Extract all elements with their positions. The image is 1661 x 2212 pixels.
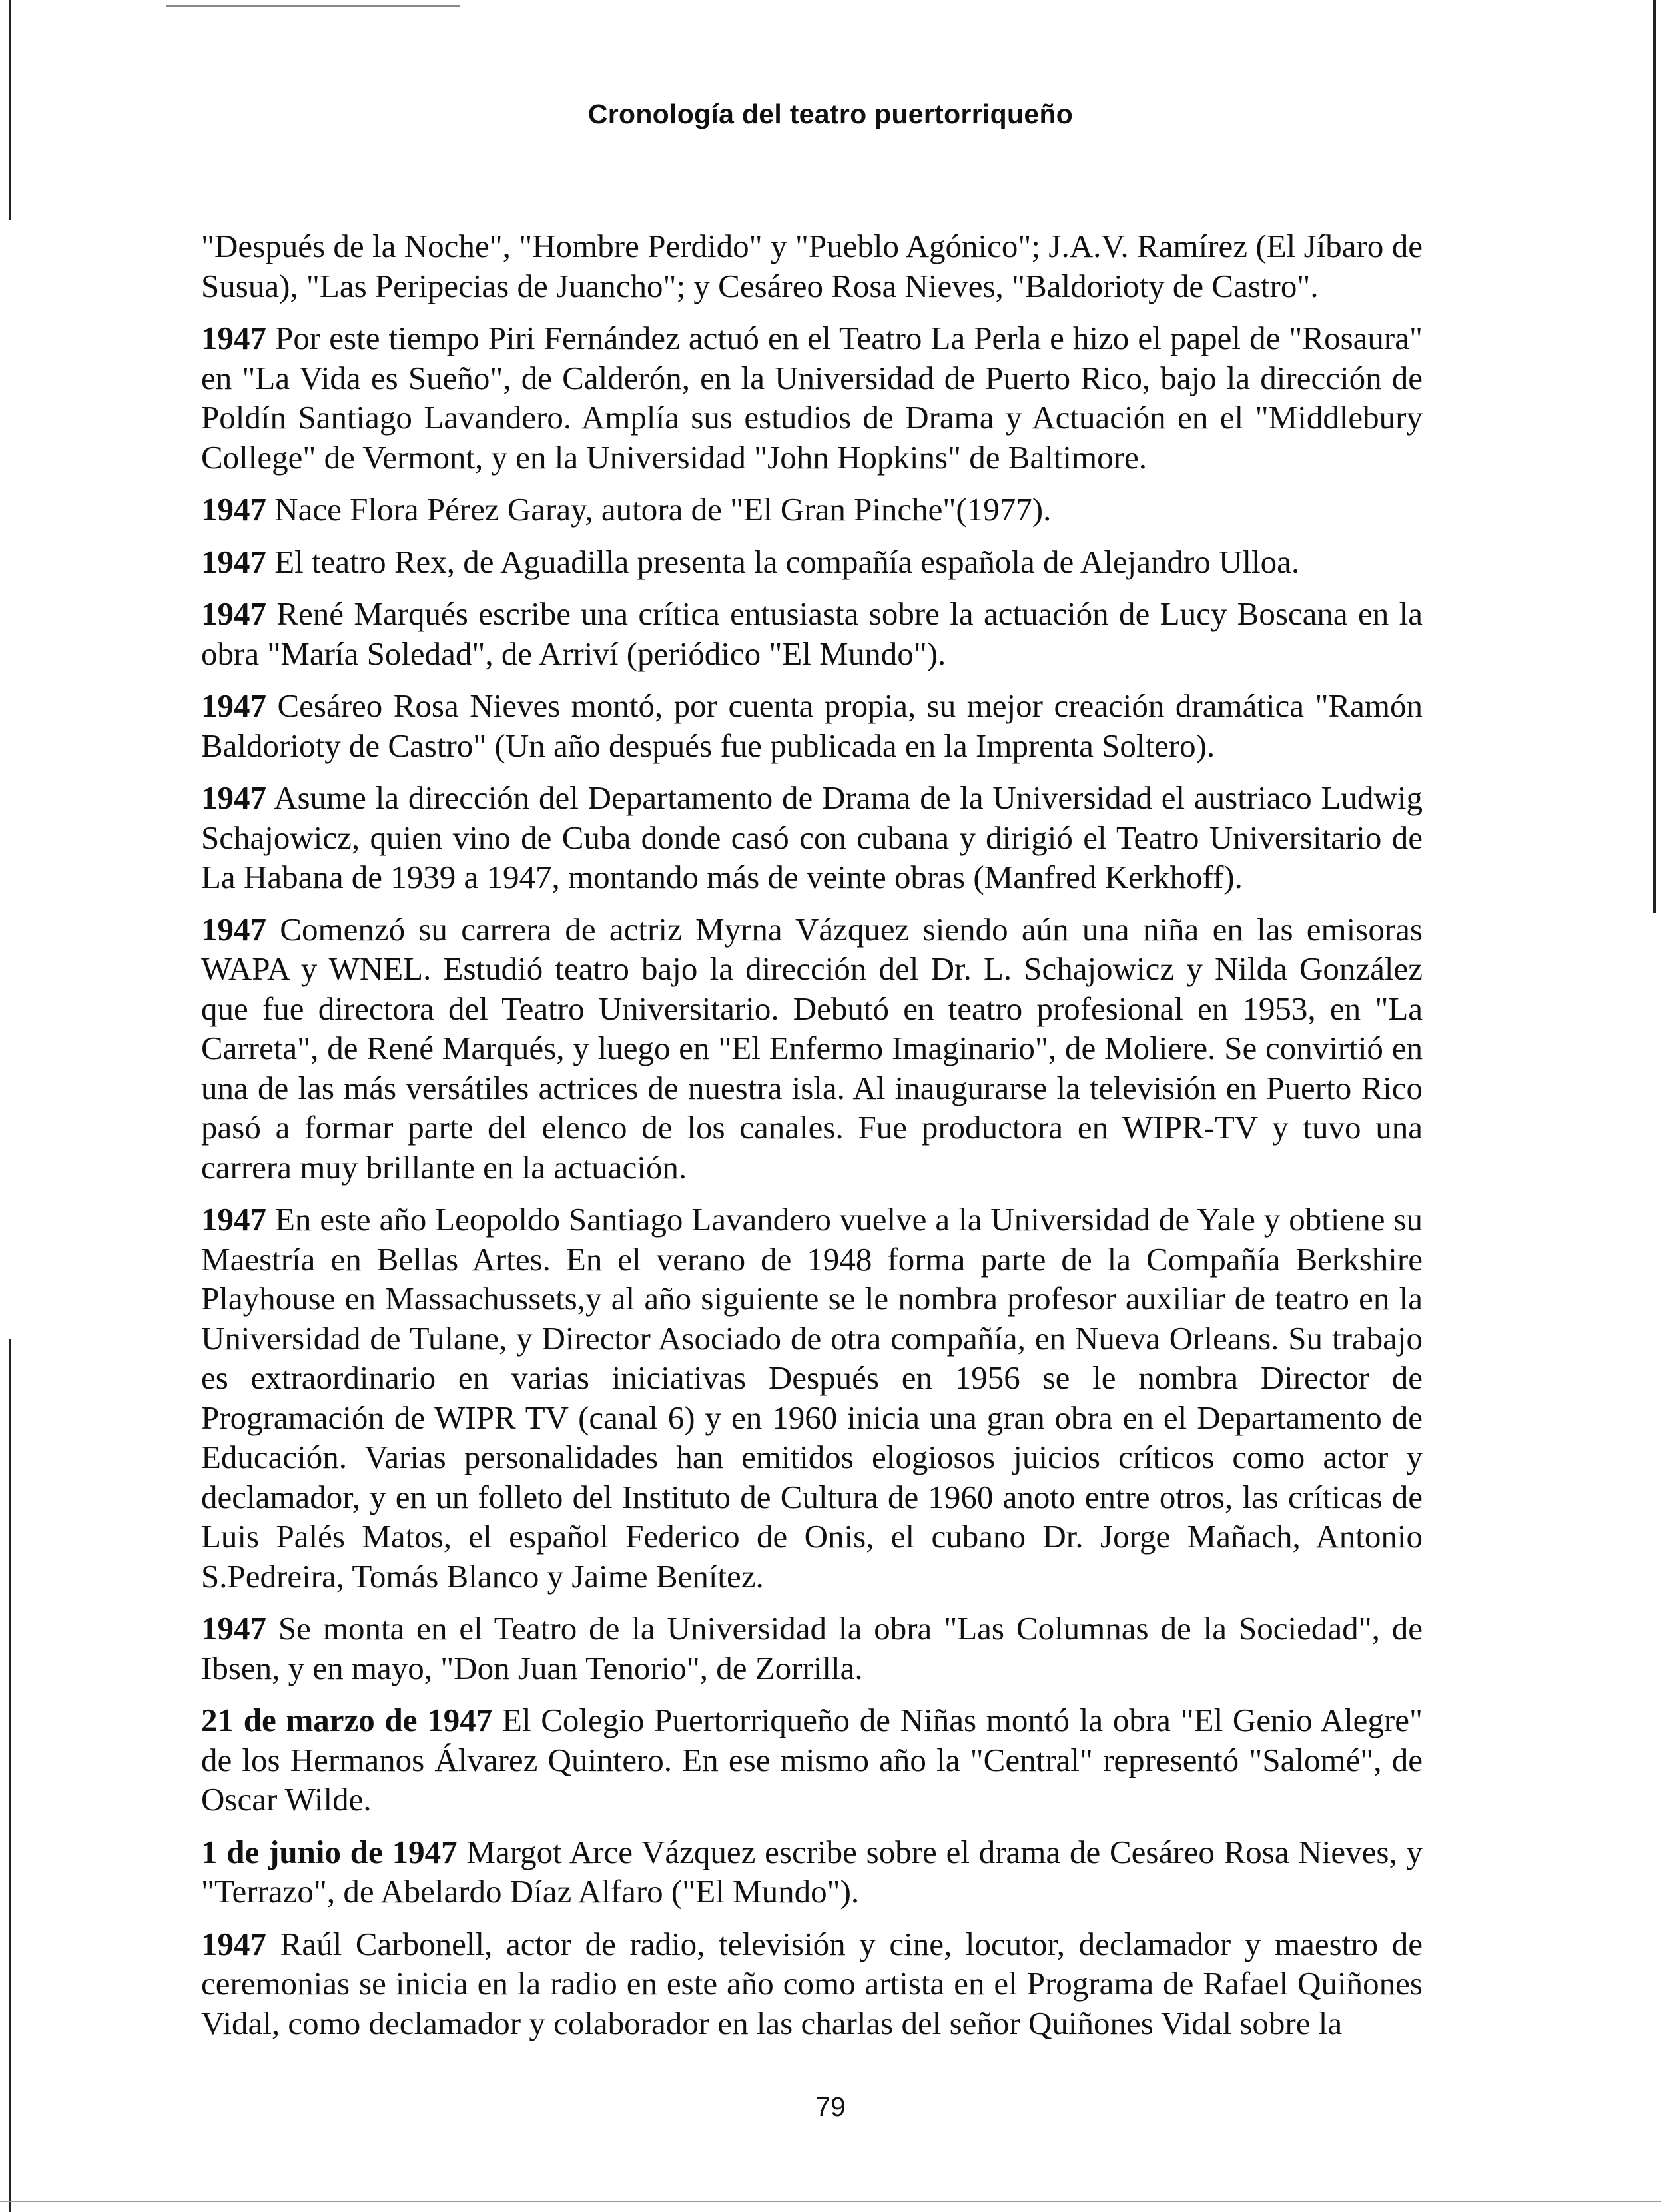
entry-text: Por este tiempo Piri Fernández actuó en el Teatro La Perla e hizo el papel de "Rosaura" en "La Vida es Sueño", de Calderón, en la Universidad de Puerto Rico, bajo la dirección de Poldín Santiago Lavandero. Amplía sus estudios de Drama y Actuación en el "Middlebury College" de Vermont, y en la Universidad "John Hopkins" de Baltimore. <box>201 320 1423 476</box>
entry-paragraph <box>201 778 1423 897</box>
entry-text: Raúl Carbonell, actor de radio, televisión y cine, locutor, declamador y maestro de ceremonias se inicia en la radio en este año como artista en el Programa de Rafael Quiñones Vidal, como declamador y colaborador en las charlas del señor Quiñones Vidal sobre la <box>201 1925 1423 2041</box>
entry-text: En este año Leopoldo Santiago Lavandero vuelve a la Universidad de Yale y obtiene su Maestría en Bellas Artes. En el verano de 1948 forma parte de la Compañía Berkshire Playhouse en Massachussets,y al año siguiente se le nombra profesor auxiliar de teatro en la Universidad de Tulane, y Director Asociado de otra compañía, en Nueva Orleans. Su trabajo es extraordinario en varias iniciativas Después en 1956 se le nombra Director de Programación de WIPR TV (canal 6) y en 1960 inicia una gran obra en el Departamento de Educación. Varias personalidades han emitidos elogiosos juicios críticos como actor y declamador, y en un folleto del Instituto de Cultura de 1960 anoto entre otros, las críticas de Luis Palés Matos, el español Federico de Onis, el cubano Dr. Jorge Mañach, Antonio S.Pedreira, Tomás Blanco y Jaime Benítez. <box>201 1201 1423 1595</box>
entry-date: 1947 <box>201 779 266 816</box>
entry-paragraph <box>201 226 1423 306</box>
entry-text: Nace Flora Pérez Garay, autora de "El Gran Pinche"(1977). <box>266 491 1052 528</box>
entry-date: 1947 <box>201 491 266 528</box>
running-header: Cronología del teatro puertorriqueño <box>587 99 1074 129</box>
entry-paragraph <box>201 910 1423 1188</box>
chronology-text <box>201 226 1423 2055</box>
entry-paragraph <box>201 1832 1423 1912</box>
entry-date: 21 de marzo de 1947 <box>201 1702 493 1738</box>
entry-text: Asume la dirección del Departamento de Drama de la Universidad el austriaco Ludwig Schajowicz, quien vino de Cuba donde casó con cubana y dirigió el Teatro Universitario de La Habana de 1939 a 1947, montando más de veinte obras (Manfred Kerkhoff). <box>201 779 1423 895</box>
entry-paragraph <box>201 594 1423 673</box>
entry-text: El teatro Rex, de Aguadilla presenta la compañía española de Alejandro Ulloa. <box>266 543 1300 580</box>
entry-paragraph <box>201 1700 1423 1820</box>
entry-date: 1947 <box>201 1610 266 1647</box>
entry-text: Se monta en el Teatro de la Universidad la obra "Las Columnas de la Sociedad", de Ibsen, y en mayo, "Don Juan Tenorio", de Zorrilla. <box>201 1610 1423 1686</box>
entry-paragraph <box>201 686 1423 765</box>
scan-edge-left-lower <box>9 1339 11 2212</box>
entry-paragraph <box>201 542 1423 582</box>
entry-text: René Marqués escribe una crítica entusiasta sobre la actuación de Lucy Boscana en la obra "María Soledad", de Arriví (periódico "El Mundo"). <box>201 595 1423 672</box>
entry-date: 1947 <box>201 1201 266 1238</box>
page-number: 79 <box>815 2091 846 2122</box>
scan-bottom-rule <box>0 2201 1661 2202</box>
entry-paragraph <box>201 318 1423 477</box>
entry-text: "Después de la Noche", "Hombre Perdido" y "Pueblo Agónico"; J.A.V. Ramírez (El Jíbaro de Susua), "Las Peripecias de Juancho"; y Cesáreo Rosa Nieves, "Baldorioty de Castro". <box>201 228 1423 304</box>
entry-date: 1947 <box>201 543 266 580</box>
entry-paragraph <box>201 1609 1423 1688</box>
entry-date: 1 de junio de 1947 <box>201 1833 458 1870</box>
entry-date: 1947 <box>201 911 266 948</box>
entry-text: Cesáreo Rosa Nieves montó, por cuenta propia, su mejor creación dramática "Ramón Baldorioty de Castro" (Un año después fue publicada en la Imprenta Soltero). <box>201 687 1423 764</box>
entry-text: Comenzó su carrera de actriz Myrna Vázquez siendo aún una niña en las emisoras WAPA y WNEL. Estudió teatro bajo la dirección del Dr. L. Schajowicz y Nilda González que fue directora del Teatro Universitario. Debutó en teatro profesional en 1953, en "La Carreta", de René Marqués, y luego en "El Enfermo Imaginario", de Moliere. Se convirtió en una de las más versátiles actrices de nuestra isla. Al inaugurarse la televisión en Puerto Rico pasó a formar parte del elenco de los canales. Fue productora en WIPR-TV y tuvo una carrera muy brillante en la actuación. <box>201 911 1423 1186</box>
entry-date: 1947 <box>201 687 266 724</box>
scan-edge-right <box>1653 0 1656 913</box>
entry-text: Margot Arce Vázquez escribe sobre el drama de Cesáreo Rosa Nieves, y "Terrazo", de Abelardo Díaz Alfaro ("El Mundo"). <box>201 1833 1423 1910</box>
scan-top-dashes <box>166 5 460 7</box>
entry-date: 1947 <box>201 320 266 356</box>
entry-date: 1947 <box>201 595 266 632</box>
entry-date: 1947 <box>201 1925 266 1962</box>
entry-text: El Colegio Puertorriqueño de Niñas montó la obra "El Genio Alegre" de los Hermanos Álvarez Quintero. En ese mismo año la "Central" representó "Salomé", de Oscar Wilde. <box>201 1702 1423 1818</box>
entry-paragraph <box>201 490 1423 530</box>
entry-paragraph <box>201 1200 1423 1596</box>
entry-paragraph <box>201 1924 1423 2043</box>
